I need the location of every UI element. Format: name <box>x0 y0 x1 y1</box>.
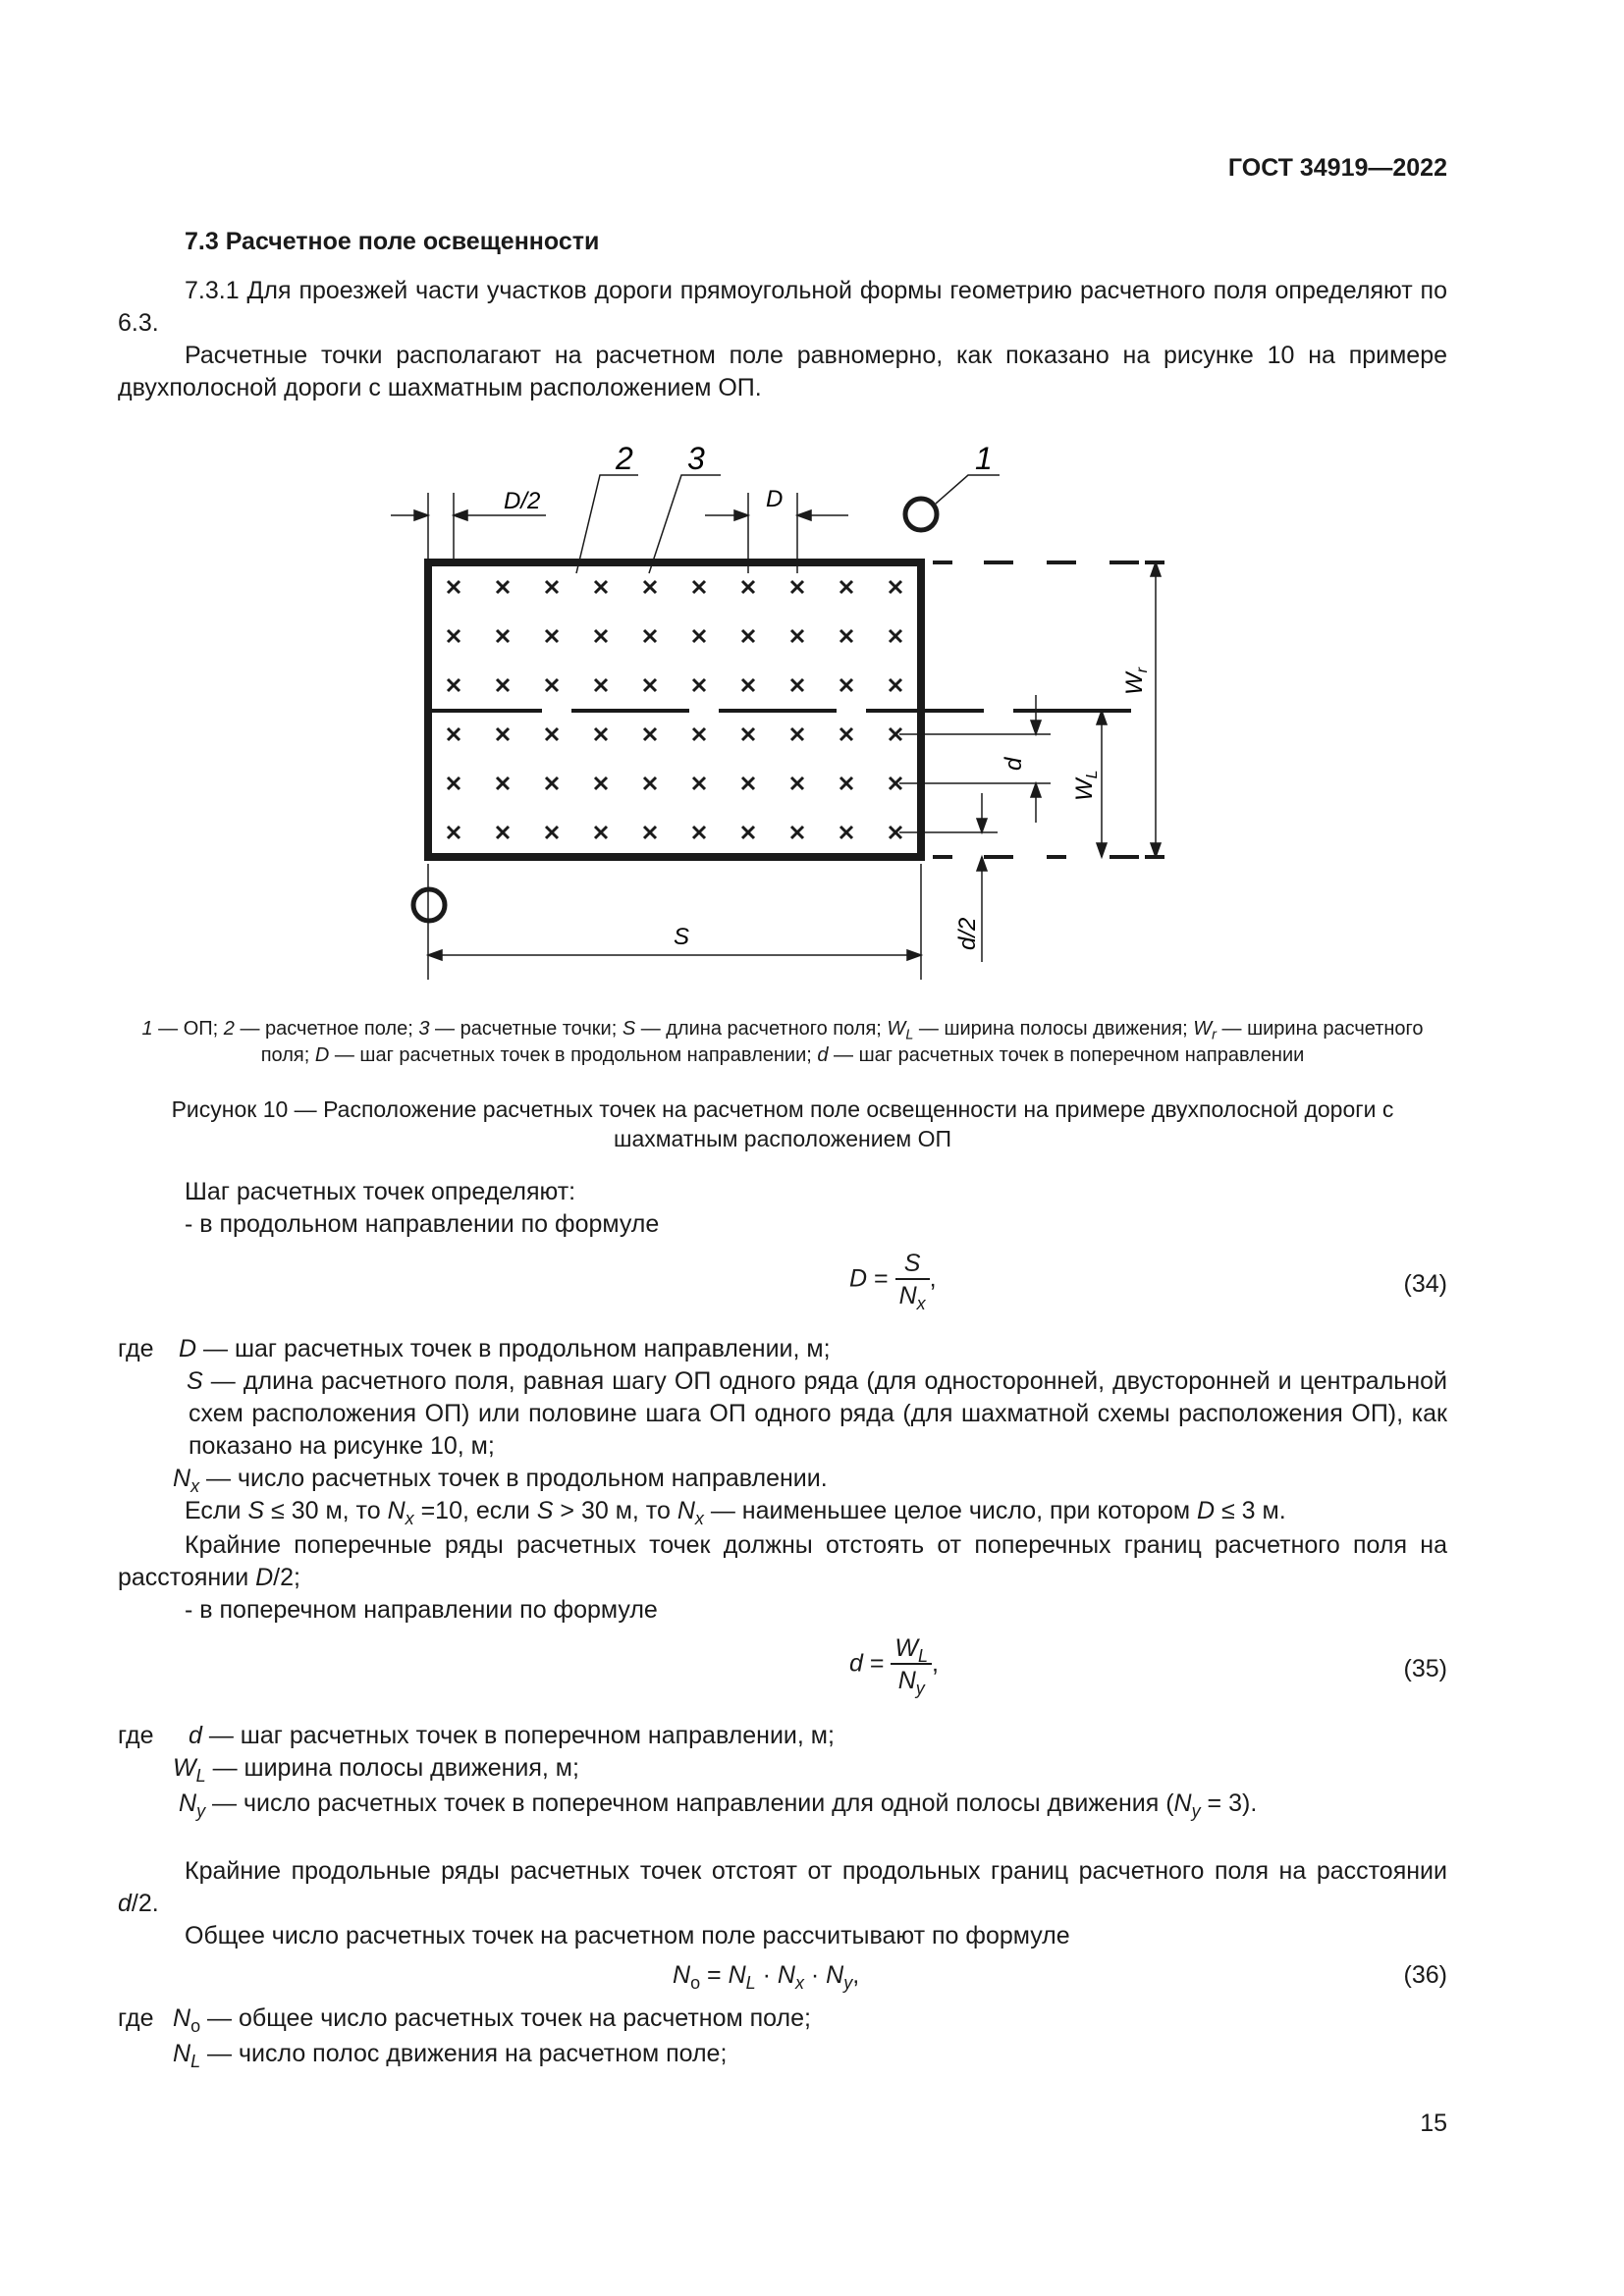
calculation-point-mark <box>595 630 607 642</box>
extreme-rows-transverse: Крайние поперечные ряды расчетных точек должны отстоять от поперечных границ расчетного поля на расстоянии D/2; <box>118 1531 1447 1591</box>
calculation-point-mark <box>693 679 705 691</box>
calculation-point-mark <box>448 777 460 789</box>
label-1: 1 <box>975 441 993 476</box>
calculation-point-mark <box>644 581 656 593</box>
calculation-point-mark <box>791 581 803 593</box>
calculation-point-mark <box>840 630 852 642</box>
calculation-point-mark <box>546 679 558 691</box>
step-intro: Шаг расчетных точек определяют: <box>185 1178 576 1205</box>
label-2: 2 <box>616 441 633 476</box>
calculation-point-mark <box>448 728 460 740</box>
calculation-point-mark <box>742 581 754 593</box>
calculation-point-mark <box>644 827 656 838</box>
calculation-point-mark <box>742 777 754 789</box>
calculation-point-mark <box>742 827 754 838</box>
calculation-point-mark <box>840 827 852 838</box>
equation-35: d = $\frac{W_L}{N_y}$ , (35) <box>849 1634 1447 1698</box>
luminaire-icon <box>413 889 445 921</box>
calculation-point-mark <box>497 581 509 593</box>
calculation-point-mark <box>497 777 509 789</box>
extreme-rows-longitudinal: Крайние продольные ряды расчетных точек отстоят от продольных границ расчетного поля на расстоянии d/2. <box>118 1857 1447 1917</box>
calculation-point-mark <box>693 581 705 593</box>
equation-36: $N_о = N_L \cdot N_x \cdot N_y$, (36) <box>673 1961 1447 1993</box>
calculation-point-mark <box>497 728 509 740</box>
calculation-point-mark <box>644 630 656 642</box>
calculation-point-mark <box>840 679 852 691</box>
dim-label-D: D <box>766 486 784 512</box>
where-35: где d — шаг расчетных точек в поперечном направлении, м; $W_L$ — ширина полосы движения, м; $N_y$ — число расчетных точек в поперечном направлении для одной полосы движения $(N_y = 3)$. <box>118 1722 1258 1821</box>
calculation-point-mark <box>595 827 607 838</box>
calculation-point-mark <box>693 827 705 838</box>
calculation-point-mark <box>890 581 901 593</box>
calculation-point-mark <box>546 728 558 740</box>
calculation-point-mark <box>448 630 460 642</box>
where-34: где D — шаг расчетных точек в продольном направлении, м; S — длина расчетного поля, равная шагу ОП одного ряда (для односторонней, двусторонней и центральной схем расположения ОП) или половине шага ОП одного ряда (для шахматной схемы расположения ОП), как показано на рисунке 10, м; $N_x$ — число расчетных точек в продольном направлении. <box>118 1335 1447 1496</box>
figure-caption: Рисунок 10 — Расположение расчетных точек на расчетном поле освещенности на примере двухполосной дороги с шахматным расположением ОП <box>171 1096 1394 1151</box>
dim-label-WL: $W_L$ <box>1071 770 1101 801</box>
rule-Nx: Если S ≤ 30 м, то $N_x =10$, если S > 30 м, то $N_x$ — наименьшее целое число, при котором D ≤ 3 м. <box>185 1497 1286 1528</box>
calculation-point-mark <box>595 777 607 789</box>
calculation-point-mark <box>595 581 607 593</box>
dim-label-Wr: $W_r$ <box>1121 667 1151 695</box>
calculation-point-mark <box>693 630 705 642</box>
calculation-point-mark <box>742 679 754 691</box>
calculation-point-mark <box>546 581 558 593</box>
equation-number-36: (36) <box>1403 1961 1447 1989</box>
calculation-point-mark <box>840 728 852 740</box>
dim-label-d-half: d/2 <box>954 917 981 950</box>
calculation-point-mark <box>644 777 656 789</box>
calculation-point-mark <box>840 581 852 593</box>
figure-legend: 1 — ОП; 2 — расчетное поле; 3 — расчетные точки; S — длина расчетного поля; $W_L$ — ширина полосы движения; $W_r$ — ширина расчетного поля; D — шаг расчетных точек в продольном направлении; d — шаг расчетных точек в поперечном направлении <box>141 1018 1424 1066</box>
document-standard-number: ГОСТ 34919—2022 <box>1227 154 1447 182</box>
calculation-point-mark <box>497 630 509 642</box>
calculation-point-mark <box>448 581 460 593</box>
calculation-point-mark <box>791 728 803 740</box>
dim-label-D-half: D/2 <box>504 488 541 514</box>
calculation-point-mark <box>546 827 558 838</box>
section-heading: 7.3 Расчетное поле освещенности <box>185 228 600 255</box>
where-36: где $N_о$ — общее число расчетных точек на расчетном поле; $N_L$ — число полос движения на расчетном поле; <box>118 2004 811 2071</box>
equation-number-35: (35) <box>1403 1655 1447 1682</box>
calculation-point-mark <box>644 679 656 691</box>
calculation-point-mark <box>644 728 656 740</box>
longitudinal-intro: - в продольном направлении по формуле <box>185 1210 660 1238</box>
page-number: 15 <box>1420 2109 1447 2137</box>
calculation-point-mark <box>546 630 558 642</box>
calculation-point-mark <box>742 630 754 642</box>
calculation-point-mark <box>546 777 558 789</box>
dim-label-S: S <box>674 924 690 950</box>
leader-line-1 <box>936 475 1000 504</box>
calculation-point-mark <box>595 679 607 691</box>
calculation-point-mark <box>742 728 754 740</box>
transverse-intro: - в поперечном направлении по формуле <box>185 1596 658 1624</box>
calculation-point-mark <box>448 679 460 691</box>
calculation-point-mark <box>497 827 509 838</box>
dim-label-d: d <box>1001 757 1027 771</box>
paragraph-points-placement: Расчетные точки располагают на расчетном поле равномерно, как показано на рисунке 10 на примере двухполосной дороги с шахматным расположением ОП. <box>118 342 1447 401</box>
total-intro: Общее число расчетных точек на расчетном поле рассчитывают по формуле <box>185 1922 1070 1949</box>
calculation-point-mark <box>497 679 509 691</box>
calculation-point-mark <box>791 630 803 642</box>
calculation-point-mark <box>840 777 852 789</box>
figure-10-diagram <box>0 432 1624 1001</box>
paragraph-7-3-1: 7.3.1 Для проезжей части участков дороги прямоугольной формы геометрию расчетного поля определяют по 6.3. <box>118 277 1447 337</box>
equation-34: D = $\frac{S}{N_x}$ , (34) <box>849 1250 1447 1313</box>
calculation-point-mark <box>791 679 803 691</box>
calculation-point-mark <box>693 777 705 789</box>
calculation-point-mark <box>448 827 460 838</box>
calculation-point-mark <box>693 728 705 740</box>
calculation-point-mark <box>595 728 607 740</box>
calculation-point-mark <box>890 630 901 642</box>
calculation-point-mark <box>791 827 803 838</box>
luminaire-icon <box>905 499 937 530</box>
label-3: 3 <box>687 441 705 476</box>
calculation-point-mark <box>890 679 901 691</box>
calculation-point-mark <box>791 777 803 789</box>
equation-number-34: (34) <box>1403 1270 1447 1298</box>
